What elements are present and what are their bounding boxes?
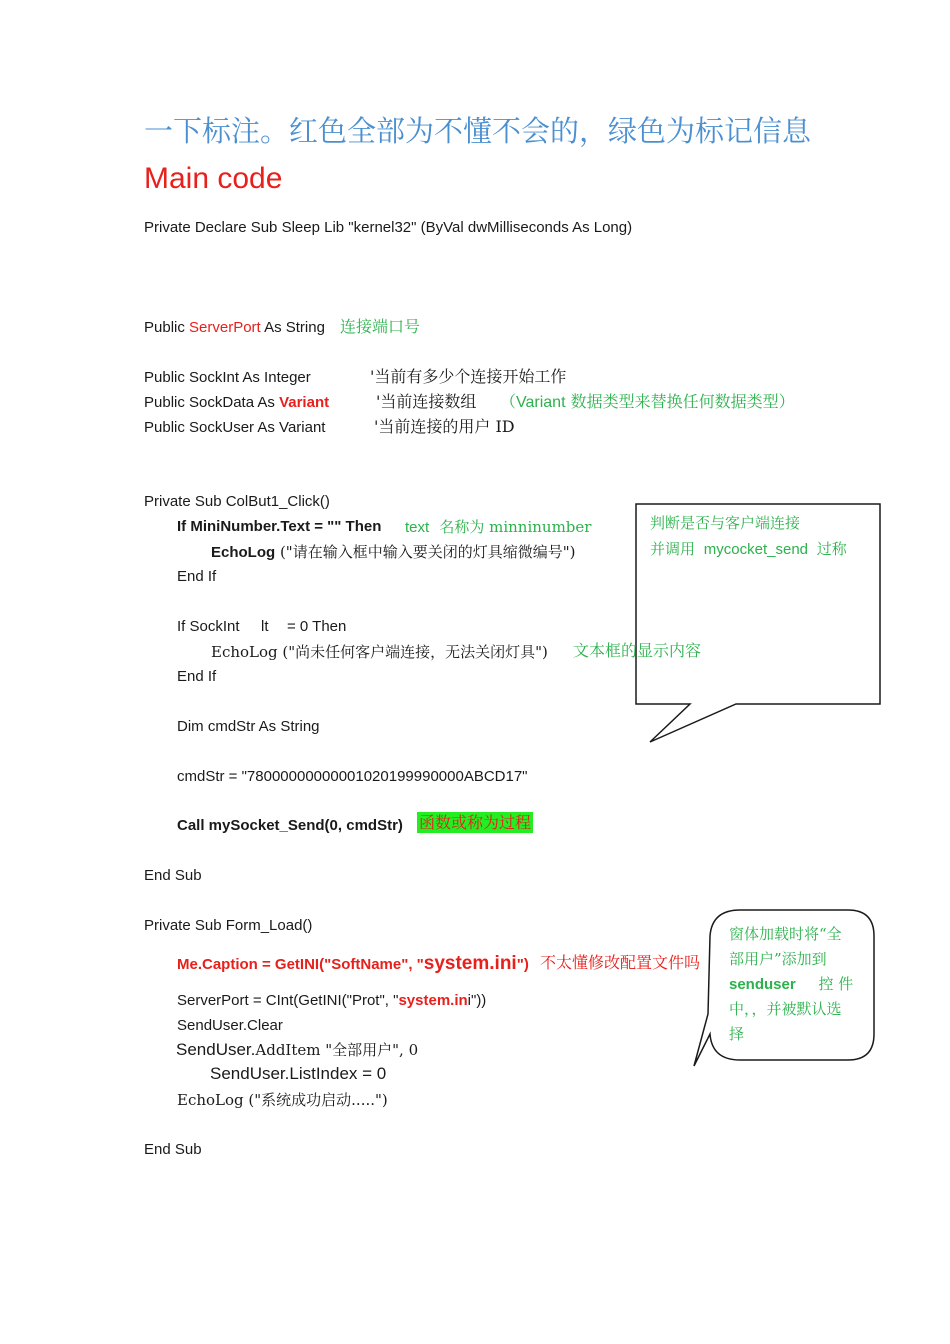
formload-additem-rest: AddItem "全部用户", 0: [255, 1041, 419, 1059]
formload-serverport-red: system.in: [398, 992, 468, 1009]
sockdata-note-open: （: [500, 392, 517, 411]
formload-serverport-a: ServerPort = CInt(GetINI("Prot", ": [177, 992, 399, 1009]
sockuser-comment: '当前连接的用户 ID: [374, 417, 515, 436]
colbut-if-note-rest: 名称为 minninumber: [439, 518, 592, 536]
callout1-line1: 判断是否与客户端连接: [650, 514, 801, 532]
serverport-note: 连接端口号: [340, 317, 421, 336]
callout2-line1: 窗体加载时将“全: [729, 925, 842, 943]
callout2-line3-b: 控 件: [818, 975, 854, 993]
sockdata-pre: Public SockData As: [144, 394, 280, 411]
callout1-line2-b: mycocket_send: [703, 541, 809, 558]
formload-serverport-line: [177, 991, 486, 1011]
colbut-echolog2-note: 文本框的显示内容: [573, 641, 702, 660]
sockdata-comment: '当前连接数组: [376, 392, 477, 411]
colbut-echolog-rest: ("请在输入框中输入要关闭的灯具缩微编号"): [275, 543, 576, 561]
callout2-line5: 择: [729, 1025, 745, 1043]
callout1-line2-a: 并调用: [650, 540, 696, 558]
colbut-if-note-text: text: [405, 519, 430, 536]
heading-annotation: 一下标注。红色全部为不懂不会的，绿色为标记信息: [144, 114, 812, 148]
callout1-text: [650, 510, 870, 563]
colbut-call-line: Call mySocket_Send(0, cmdStr): [177, 817, 403, 834]
formload-serverport-b: i")): [467, 992, 487, 1009]
serverport-pre: Public: [144, 319, 190, 336]
colbut-echolog2-line: EchoLog ("尚未任何客户端连接，无法关闭灯具"): [211, 643, 548, 661]
formload-echolog-line: EchoLog ("系统成功启动....."): [177, 1091, 388, 1109]
formload-clear-line: SendUser.Clear: [177, 1017, 283, 1034]
serverport-post: As String: [260, 319, 325, 336]
sockdata-note: [500, 392, 795, 413]
serverport-line: [144, 318, 325, 338]
colbut-call-note: [417, 813, 533, 833]
formload-additem-big: SendUser.: [176, 1040, 256, 1059]
colbut-dim-line: Dim cmdStr As String: [177, 718, 320, 735]
colbut-if2-lt: lt: [261, 618, 269, 635]
heading-main-code: Main code: [144, 162, 283, 195]
colbut-endif2: End If: [177, 668, 217, 685]
sockuser-line: Public SockUser As Variant: [144, 419, 326, 436]
colbut-if2-b: = 0 Then: [287, 618, 347, 635]
callout2-text: [729, 922, 861, 1047]
formload-sub-line: Private Sub Form_Load(): [144, 917, 313, 934]
formload-caption-a: Me.Caption = GetINI("SoftName", ": [177, 956, 424, 973]
sockdata-type: Variant: [279, 394, 330, 411]
callout2-line3: [729, 972, 861, 997]
colbut-if-line: If MiniNumber.Text = "" Then: [177, 518, 382, 535]
colbut-end-sub: End Sub: [144, 867, 202, 884]
sockint-line: Public SockInt As Integer: [144, 369, 311, 386]
colbut-echolog-bold: EchoLog: [211, 544, 276, 561]
colbut-endif1: End If: [177, 568, 217, 585]
formload-additem-line: [176, 1039, 418, 1062]
declare-line: Private Declare Sub Sleep Lib "kernel32" (ByVal dwMilliseconds As Long): [144, 219, 633, 236]
formload-caption-big: system.ini: [423, 953, 517, 974]
callout2-line4: 中，，并被默认选: [729, 1000, 842, 1018]
sockint-comment: '当前有多少个连接开始工作: [370, 367, 567, 386]
callout2-line2: 部用户”添加到: [729, 950, 827, 968]
formload-listindex-line: SendUser.ListIndex = 0: [210, 1064, 387, 1083]
colbut-sub-line: Private Sub ColBut1_Click(): [144, 493, 330, 510]
sockdata-line: [144, 393, 329, 413]
callout2-line3-a: senduser: [729, 976, 796, 993]
callout1-line2: [650, 536, 870, 563]
sockdata-note-variant: Variant: [516, 394, 566, 411]
formload-caption-line: [177, 954, 529, 975]
formload-end-sub: End Sub: [144, 1141, 202, 1158]
colbut-echolog-line: [211, 542, 575, 563]
colbut-cmd-line: cmdStr = "78000000000001020199990000ABCD17": [177, 768, 528, 785]
formload-caption-note: 不太懂修改配置文件吗: [540, 953, 701, 972]
serverport-name: ServerPort: [189, 319, 261, 336]
colbut-if-note: [405, 517, 591, 538]
colbut-if2-a: If SockInt: [177, 618, 240, 635]
formload-caption-b: "): [516, 956, 529, 973]
colbut-call-note-highlight: 函数或称为过程: [419, 813, 532, 832]
callout1-line2-c: 过称: [816, 540, 847, 558]
sockdata-note-rest: 数据类型来替换任何数据类型）: [565, 392, 795, 411]
